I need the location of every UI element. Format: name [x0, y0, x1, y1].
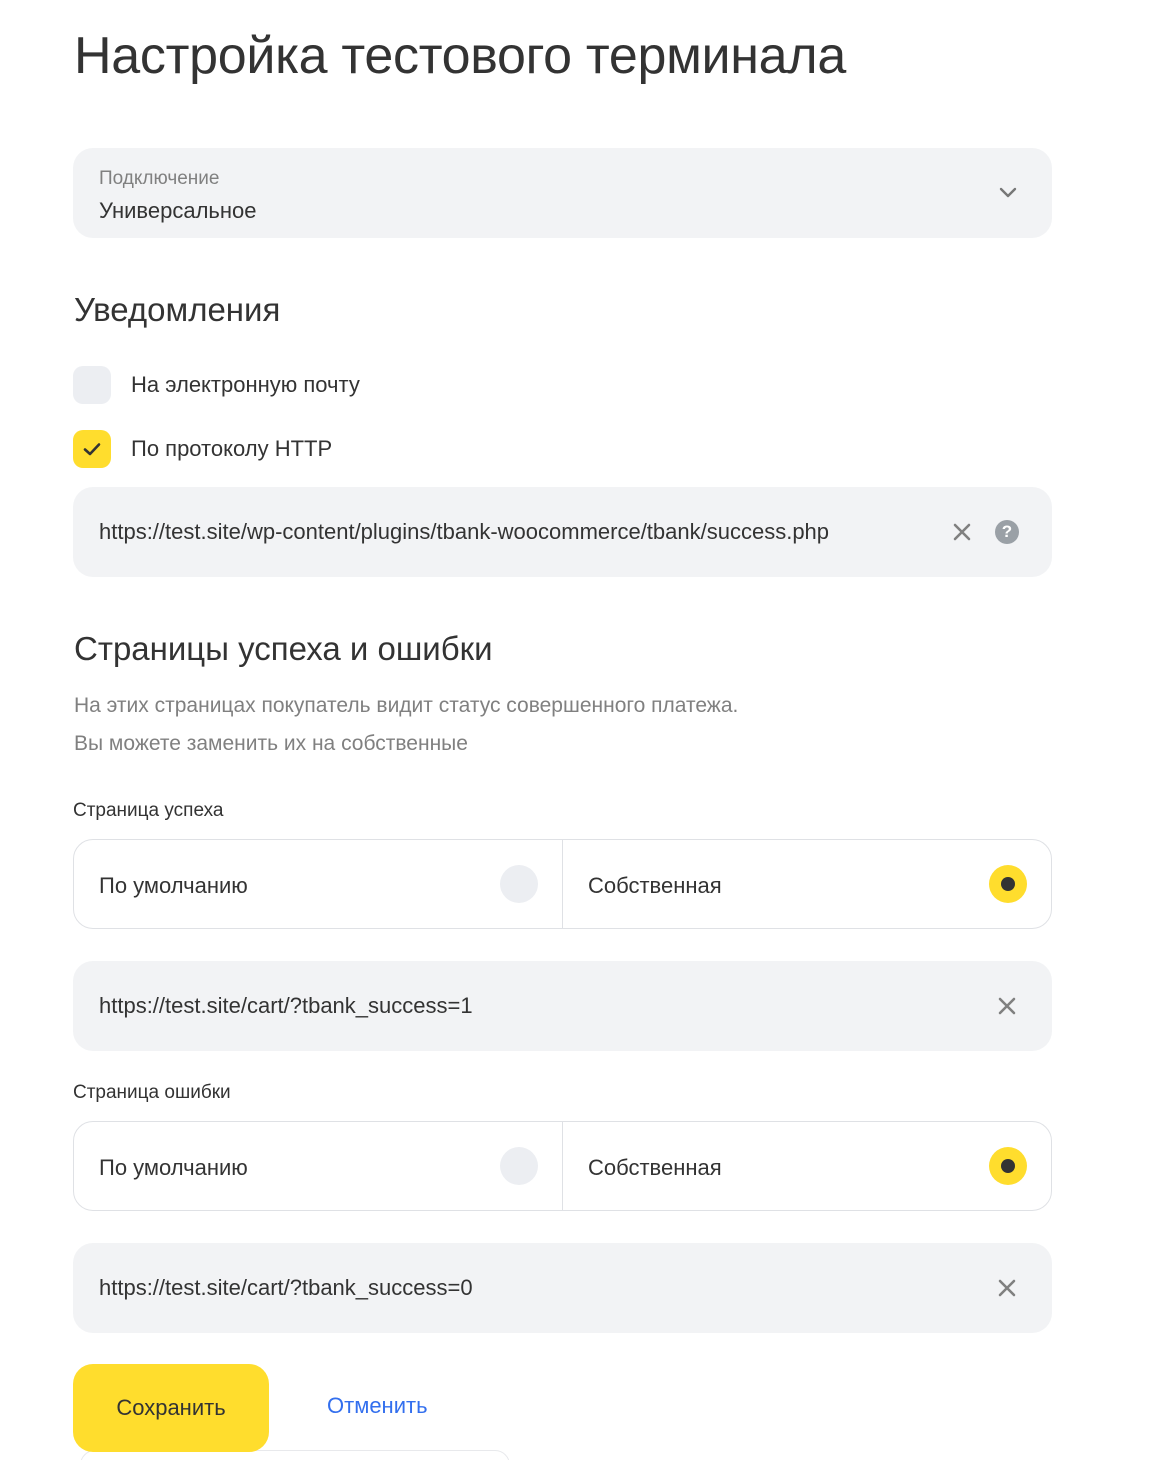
http-checkbox[interactable] — [73, 430, 111, 468]
connection-value: Универсальное — [99, 198, 257, 223]
pages-heading: Страницы успеха и ошибки — [74, 630, 493, 667]
save-button[interactable]: Сохранить — [73, 1364, 269, 1452]
http-url-value[interactable]: https://test.site/wp-content/plugins/tbank-woocommerce/tbank/success.php — [99, 519, 830, 544]
radio-on-icon[interactable] — [989, 1147, 1027, 1185]
help-icon[interactable]: ? — [995, 520, 1019, 544]
success-page-label: Страница успеха — [73, 800, 224, 821]
close-icon[interactable] — [951, 521, 973, 543]
http-url-field[interactable] — [73, 487, 1052, 577]
page-title: Настройка тестового терминала — [74, 27, 846, 85]
check-icon — [80, 437, 104, 461]
email-notification-row[interactable] — [73, 366, 360, 404]
success-url-value[interactable]: https://test.site/cart/?tbank_success=1 — [99, 993, 473, 1018]
success-url-field[interactable] — [73, 961, 1052, 1051]
notifications-heading: Уведомления — [74, 291, 281, 328]
fail-option-default[interactable] — [74, 1122, 562, 1210]
pages-description-line2: Вы можете заменить их на собственные — [74, 732, 468, 755]
email-checkbox-label: На электронную почту — [131, 372, 360, 397]
success-option-default-label: По умолчанию — [99, 873, 248, 898]
fail-page-radio-group — [73, 1121, 1052, 1211]
radio-on-icon[interactable] — [989, 865, 1027, 903]
radio-off-icon[interactable] — [500, 1147, 538, 1185]
fail-option-custom-label: Собственная — [588, 1155, 722, 1180]
success-page-radio-group — [73, 839, 1052, 929]
success-option-custom-label: Собственная — [588, 873, 722, 898]
cancel-button[interactable]: Отменить — [327, 1393, 428, 1418]
radio-off-icon[interactable] — [500, 865, 538, 903]
fail-page-label: Страница ошибки — [73, 1082, 231, 1103]
close-icon[interactable] — [996, 1277, 1018, 1299]
connection-select[interactable] — [73, 148, 1052, 238]
close-icon[interactable] — [996, 995, 1018, 1017]
fail-url-value[interactable]: https://test.site/cart/?tbank_success=0 — [99, 1275, 473, 1300]
success-option-custom[interactable] — [562, 840, 1051, 928]
success-option-default[interactable] — [74, 840, 562, 928]
fail-option-custom[interactable] — [562, 1122, 1051, 1210]
chevron-down-icon — [997, 181, 1019, 203]
fail-url-field[interactable] — [73, 1243, 1052, 1333]
connection-label: Подключение — [99, 168, 220, 189]
email-checkbox[interactable] — [73, 366, 111, 404]
fail-option-default-label: По умолчанию — [99, 1155, 248, 1180]
http-checkbox-label: По протоколу HTTP — [131, 436, 333, 461]
pages-description-line1: На этих страницах покупатель видит статус совершенного платежа. — [74, 694, 739, 717]
http-notification-row[interactable] — [73, 430, 332, 468]
